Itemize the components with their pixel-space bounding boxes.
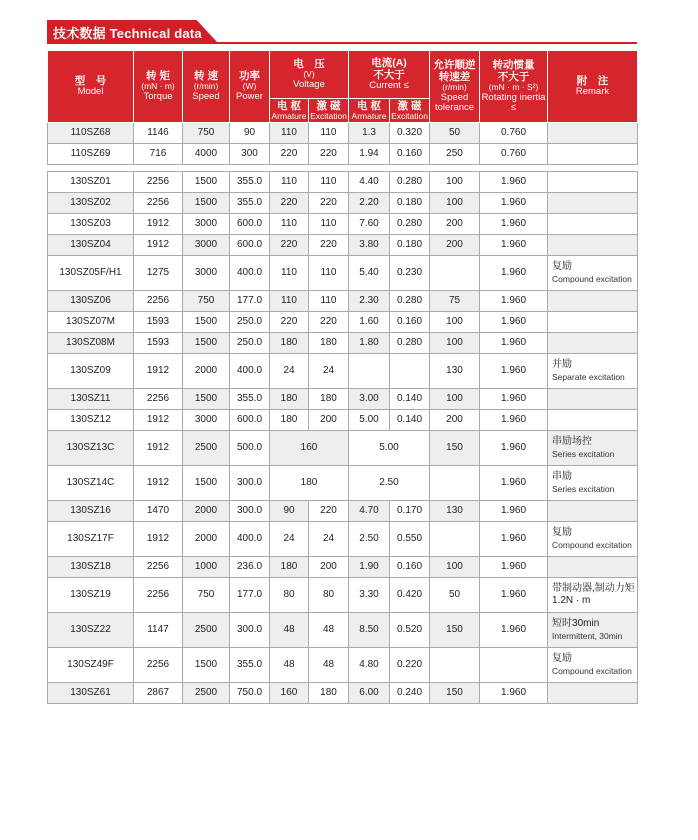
cell-torque: 716: [134, 144, 183, 165]
cell-remark: [548, 557, 638, 578]
cell-torque: 1912: [134, 466, 183, 501]
cell-power: 300.0: [230, 466, 270, 501]
cell-torque: 2256: [134, 557, 183, 578]
cell-current-armature: 1.80: [349, 333, 390, 354]
cell-voltage-excitation: 110: [309, 256, 349, 291]
cell-current-excitation: 0.550: [390, 522, 430, 557]
cell-inertia: 1.960: [480, 501, 548, 522]
cell-current-excitation: 0.280: [390, 172, 430, 193]
cell-speed-tolerance: 250: [430, 144, 480, 165]
cell-speed-tolerance: [430, 466, 480, 501]
cell-voltage-armature: 180: [270, 389, 309, 410]
cell-torque: 2867: [134, 683, 183, 704]
cell-current-armature: 1.94: [349, 144, 390, 165]
cell-speed-tolerance: 100: [430, 557, 480, 578]
remark-en: Intermittent, 30min: [552, 630, 623, 641]
cell-voltage-armature: 110: [270, 123, 309, 144]
header-model: 型 号 Model: [48, 51, 134, 123]
table-row: [48, 557, 638, 578]
cell-voltage-excitation: 110: [309, 214, 349, 235]
cell-remark: [548, 389, 638, 410]
cell-model: 130SZ04: [48, 235, 134, 256]
cell-torque: 2256: [134, 193, 183, 214]
cell-power: 177.0: [230, 291, 270, 312]
cell-voltage-excitation: 220: [309, 312, 349, 333]
cell-remark: [548, 354, 638, 389]
table-row: [48, 522, 638, 557]
cell-model: 130SZ22: [48, 613, 134, 648]
cell-inertia: 1.960: [480, 683, 548, 704]
cell-current-armature: 3.80: [349, 235, 390, 256]
cell-model: 130SZ49F: [48, 648, 134, 683]
cell-current-merged: 2.50: [349, 466, 430, 501]
cell-power: 250.0: [230, 333, 270, 354]
cell-current-excitation: 0.220: [390, 648, 430, 683]
cell-inertia: 1.960: [480, 172, 548, 193]
table-row: [48, 291, 638, 312]
table-row: [48, 501, 638, 522]
cell-speed-tolerance: 75: [430, 291, 480, 312]
cell-current-excitation: 0.170: [390, 501, 430, 522]
cell-model: 130SZ11: [48, 389, 134, 410]
cell-model: 130SZ02: [48, 193, 134, 214]
cell-inertia: 1.960: [480, 312, 548, 333]
cell-model: 130SZ05F/H1: [48, 256, 134, 291]
cell-power: 355.0: [230, 193, 270, 214]
table-row: [48, 613, 638, 648]
table-row: [48, 172, 638, 193]
remark-en: Compound excitation: [552, 539, 632, 550]
cell-voltage-armature: 220: [270, 144, 309, 165]
cell-torque: 1593: [134, 312, 183, 333]
table-row: [48, 193, 638, 214]
cell-speed: 3000: [183, 214, 230, 235]
cell-power: 355.0: [230, 389, 270, 410]
remark-en: Series excitation: [552, 483, 615, 494]
cell-speed-tolerance: 100: [430, 389, 480, 410]
cell-speed-tolerance: 200: [430, 214, 480, 235]
cell-voltage-excitation: 110: [309, 123, 349, 144]
header-torque: 转 矩 (mN · m) Torque: [134, 51, 183, 123]
table-row: [48, 235, 638, 256]
cell-torque: 1912: [134, 410, 183, 431]
cell-voltage-excitation: 24: [309, 354, 349, 389]
cell-voltage-armature: 180: [270, 410, 309, 431]
header-current: 电流(A) 不大于 Current ≤: [349, 51, 430, 99]
cell-inertia: 1.960: [480, 291, 548, 312]
cell-current-excitation: 0.320: [390, 123, 430, 144]
remark-zh: 串励: [552, 471, 573, 483]
cell-current-armature: 4.40: [349, 172, 390, 193]
cell-voltage-excitation: 180: [309, 389, 349, 410]
cell-torque: 2256: [134, 389, 183, 410]
cell-voltage-armature: 220: [270, 235, 309, 256]
cell-voltage-excitation: 220: [309, 193, 349, 214]
cell-current-armature: 2.20: [349, 193, 390, 214]
cell-inertia: 1.960: [480, 466, 548, 501]
table-row: [48, 354, 638, 389]
header-remark: 附 注 Remark: [548, 51, 638, 123]
cell-remark: [548, 333, 638, 354]
cell-voltage-excitation: 200: [309, 410, 349, 431]
section-title: 技术数据 Technical data: [53, 26, 202, 41]
cell-current-excitation: 0.520: [390, 613, 430, 648]
cell-power: 600.0: [230, 410, 270, 431]
cell-voltage-merged: 160: [270, 431, 349, 466]
cell-torque: 1912: [134, 431, 183, 466]
cell-speed-tolerance: 150: [430, 431, 480, 466]
cell-power: 250.0: [230, 312, 270, 333]
cell-speed: 750: [183, 578, 230, 613]
cell-speed-tolerance: 100: [430, 333, 480, 354]
remark-en: Separate excitation: [552, 371, 625, 382]
cell-model: 110SZ69: [48, 144, 134, 165]
cell-torque: 1275: [134, 256, 183, 291]
cell-power: 355.0: [230, 172, 270, 193]
cell-speed-tolerance: 150: [430, 683, 480, 704]
cell-inertia: 1.960: [480, 522, 548, 557]
cell-voltage-excitation: 200: [309, 557, 349, 578]
table-row: [48, 410, 638, 431]
cell-power: 90: [230, 123, 270, 144]
cell-current-armature: 1.3: [349, 123, 390, 144]
cell-power: 600.0: [230, 235, 270, 256]
cell-speed-tolerance: 130: [430, 354, 480, 389]
table-row: [48, 431, 638, 466]
cell-speed: 3000: [183, 410, 230, 431]
cell-speed-tolerance: 200: [430, 410, 480, 431]
cell-speed: 1500: [183, 389, 230, 410]
section-title-bar: [47, 20, 637, 44]
cell-voltage-armature: 24: [270, 354, 309, 389]
cell-model: 130SZ08M: [48, 333, 134, 354]
cell-current-excitation: 0.180: [390, 235, 430, 256]
cell-speed: 1500: [183, 172, 230, 193]
table-row: [48, 648, 638, 683]
cell-current-armature: 3.00: [349, 389, 390, 410]
cell-inertia: 1.960: [480, 557, 548, 578]
cell-inertia: 0.760: [480, 144, 548, 165]
cell-inertia: 1.960: [480, 578, 548, 613]
cell-current-excitation: 0.140: [390, 389, 430, 410]
cell-current-armature: 2.50: [349, 522, 390, 557]
cell-voltage-excitation: 180: [309, 333, 349, 354]
cell-model: 130SZ14C: [48, 466, 134, 501]
cell-model: 130SZ06: [48, 291, 134, 312]
cell-remark: [548, 291, 638, 312]
cell-voltage-excitation: 180: [309, 683, 349, 704]
cell-remark: [548, 144, 638, 165]
cell-remark: [548, 235, 638, 256]
cell-model: 130SZ18: [48, 557, 134, 578]
table-row: [48, 312, 638, 333]
header-voltage-excitation: 激 磁 Excitation: [310, 99, 347, 121]
cell-remark: [548, 578, 638, 613]
cell-torque: 2256: [134, 578, 183, 613]
cell-speed-tolerance: [430, 648, 480, 683]
header-current-armature: 电 枢 Armature: [349, 99, 390, 123]
cell-torque: 1912: [134, 214, 183, 235]
group-separator: [48, 165, 638, 172]
table-row: [48, 144, 638, 165]
cell-voltage-excitation: 110: [309, 172, 349, 193]
cell-current-armature: 4.70: [349, 501, 390, 522]
remark-zh: 复励: [552, 261, 573, 273]
cell-remark: [548, 501, 638, 522]
cell-remark: [548, 214, 638, 235]
cell-remark: [548, 648, 638, 683]
cell-power: 750.0: [230, 683, 270, 704]
cell-power: 355.0: [230, 648, 270, 683]
cell-remark: [548, 172, 638, 193]
cell-current-armature: 3.30: [349, 578, 390, 613]
cell-speed: 1500: [183, 312, 230, 333]
table-row: [48, 256, 638, 291]
cell-current-excitation: 0.280: [390, 291, 430, 312]
cell-remark: [548, 123, 638, 144]
cell-inertia: 1.960: [480, 354, 548, 389]
cell-current-armature: 8.50: [349, 613, 390, 648]
cell-model: 130SZ01: [48, 172, 134, 193]
cell-voltage-armature: 220: [270, 193, 309, 214]
cell-current-excitation: 0.420: [390, 578, 430, 613]
table-row: [48, 466, 638, 501]
cell-voltage-excitation: 220: [309, 501, 349, 522]
cell-power: 300.0: [230, 613, 270, 648]
cell-model: 130SZ16: [48, 501, 134, 522]
cell-inertia: 1.960: [480, 410, 548, 431]
cell-current-excitation: 0.230: [390, 256, 430, 291]
cell-voltage-excitation: 220: [309, 235, 349, 256]
cell-current-excitation: 0.160: [390, 144, 430, 165]
cell-inertia: 1.960: [480, 214, 548, 235]
cell-model: 130SZ12: [48, 410, 134, 431]
cell-voltage-armature: 90: [270, 501, 309, 522]
cell-inertia: 1.960: [480, 613, 548, 648]
group-separator-cell: [48, 165, 638, 172]
cell-torque: 1593: [134, 333, 183, 354]
remark-en: Series excitation: [552, 448, 615, 459]
cell-power: 500.0: [230, 431, 270, 466]
header-inertia: 转动惯量 不大于 (mN · m · S²) Rotating inertia ≤: [480, 51, 548, 123]
remark-zh: 带制动器,制动力矩1.2N · m: [552, 582, 635, 606]
cell-current-excitation: [390, 354, 430, 389]
cell-voltage-armature: 80: [270, 578, 309, 613]
cell-inertia: 1.960: [480, 431, 548, 466]
cell-current-armature: 4.80: [349, 648, 390, 683]
header-current-excitation: 激 磁 Excitation: [391, 99, 428, 121]
remark-en: Compound excitation: [552, 665, 632, 676]
cell-model: 130SZ03: [48, 214, 134, 235]
table-row: [48, 214, 638, 235]
cell-remark: [548, 522, 638, 557]
header-voltage-armature: 电 枢 Armature: [270, 99, 309, 123]
cell-power: 400.0: [230, 522, 270, 557]
cell-speed: 2500: [183, 431, 230, 466]
cell-current-armature: 5.00: [349, 410, 390, 431]
cell-speed: 3000: [183, 235, 230, 256]
cell-current-excitation: 0.160: [390, 557, 430, 578]
cell-power: 400.0: [230, 354, 270, 389]
table-body: [48, 123, 638, 704]
cell-voltage-armature: 180: [270, 557, 309, 578]
cell-torque: 2256: [134, 172, 183, 193]
cell-current-armature: 5.40: [349, 256, 390, 291]
cell-speed: 1500: [183, 333, 230, 354]
remark-zh: 复励: [552, 653, 573, 665]
cell-speed-tolerance: 200: [430, 235, 480, 256]
cell-voltage-excitation: 110: [309, 291, 349, 312]
cell-speed-tolerance: 130: [430, 501, 480, 522]
cell-speed: 4000: [183, 144, 230, 165]
cell-power: 400.0: [230, 256, 270, 291]
cell-voltage-armature: 110: [270, 214, 309, 235]
cell-model: 130SZ19: [48, 578, 134, 613]
cell-torque: 1470: [134, 501, 183, 522]
cell-current-excitation: 0.280: [390, 333, 430, 354]
table-row: [48, 333, 638, 354]
cell-model: 130SZ07M: [48, 312, 134, 333]
cell-model: 130SZ13C: [48, 431, 134, 466]
cell-remark: [548, 431, 638, 466]
cell-voltage-armature: 160: [270, 683, 309, 704]
cell-inertia: 1.960: [480, 389, 548, 410]
cell-voltage-armature: 48: [270, 613, 309, 648]
cell-voltage-merged: 180: [270, 466, 349, 501]
cell-speed: 750: [183, 291, 230, 312]
cell-model: 110SZ68: [48, 123, 134, 144]
cell-speed-tolerance: 100: [430, 312, 480, 333]
cell-inertia: 0.760: [480, 123, 548, 144]
cell-speed-tolerance: 100: [430, 172, 480, 193]
cell-current-armature: 1.90: [349, 557, 390, 578]
cell-voltage-excitation: 80: [309, 578, 349, 613]
cell-torque: 1147: [134, 613, 183, 648]
table-row: [48, 389, 638, 410]
cell-speed: 1500: [183, 466, 230, 501]
cell-speed: 750: [183, 123, 230, 144]
cell-model: 130SZ09: [48, 354, 134, 389]
cell-remark: [548, 312, 638, 333]
cell-inertia: 1.960: [480, 235, 548, 256]
title-underline: [47, 42, 637, 44]
cell-speed: 3000: [183, 256, 230, 291]
cell-model: 130SZ61: [48, 683, 134, 704]
cell-torque: 1146: [134, 123, 183, 144]
cell-power: 300: [230, 144, 270, 165]
cell-current-armature: 1.60: [349, 312, 390, 333]
cell-speed-tolerance: 50: [430, 123, 480, 144]
table-row: [48, 123, 638, 144]
cell-voltage-armature: 48: [270, 648, 309, 683]
cell-speed: 2500: [183, 683, 230, 704]
cell-inertia: [480, 648, 548, 683]
cell-voltage-armature: 110: [270, 172, 309, 193]
cell-remark: [548, 466, 638, 501]
cell-voltage-armature: 180: [270, 333, 309, 354]
cell-torque: 1912: [134, 354, 183, 389]
cell-power: 177.0: [230, 578, 270, 613]
cell-speed: 2000: [183, 501, 230, 522]
cell-current-armature: 2.30: [349, 291, 390, 312]
cell-model: 130SZ17F: [48, 522, 134, 557]
cell-current-armature: 7.60: [349, 214, 390, 235]
cell-remark: [548, 683, 638, 704]
header-power: 功率 (W) Power: [230, 51, 270, 123]
cell-current-armature: 6.00: [349, 683, 390, 704]
cell-inertia: 1.960: [480, 333, 548, 354]
cell-remark: [548, 613, 638, 648]
cell-current-excitation: 0.160: [390, 312, 430, 333]
cell-voltage-armature: 110: [270, 256, 309, 291]
cell-speed-tolerance: 150: [430, 613, 480, 648]
cell-current-excitation: 0.280: [390, 214, 430, 235]
cell-torque: 2256: [134, 648, 183, 683]
cell-remark: [548, 410, 638, 431]
cell-power: 600.0: [230, 214, 270, 235]
cell-voltage-armature: 110: [270, 291, 309, 312]
header-speed: 转 速 (r/min) Speed: [183, 51, 230, 123]
cell-speed: 2500: [183, 613, 230, 648]
cell-voltage-excitation: 48: [309, 648, 349, 683]
table-row: [48, 578, 638, 613]
cell-speed: 1500: [183, 193, 230, 214]
cell-voltage-excitation: 24: [309, 522, 349, 557]
remark-zh: 复励: [552, 527, 573, 539]
cell-speed-tolerance: [430, 522, 480, 557]
header-voltage: 电 压 (V) Voltage: [270, 51, 349, 99]
cell-voltage-excitation: 220: [309, 144, 349, 165]
cell-torque: 1912: [134, 235, 183, 256]
cell-voltage-armature: 220: [270, 312, 309, 333]
cell-speed: 1500: [183, 648, 230, 683]
cell-current-excitation: 0.140: [390, 410, 430, 431]
table-row: [48, 683, 638, 704]
cell-remark: [548, 256, 638, 291]
remark-en: Compound excitation: [552, 273, 632, 284]
cell-speed: 2000: [183, 522, 230, 557]
cell-speed-tolerance: 50: [430, 578, 480, 613]
cell-speed: 2000: [183, 354, 230, 389]
cell-power: 300.0: [230, 501, 270, 522]
cell-speed-tolerance: 100: [430, 193, 480, 214]
header-speed-tolerance: 允许顺逆 转速差 (r/min) Speed tolerance: [430, 51, 480, 123]
cell-current-excitation: 0.240: [390, 683, 430, 704]
remark-zh: 并励: [552, 359, 573, 371]
cell-torque: 1912: [134, 522, 183, 557]
technical-data-table: [47, 50, 638, 704]
remark-zh: 串励场控: [552, 436, 593, 448]
cell-speed: 1000: [183, 557, 230, 578]
cell-voltage-armature: 24: [270, 522, 309, 557]
cell-inertia: 1.960: [480, 193, 548, 214]
cell-remark: [548, 193, 638, 214]
cell-current-merged: 5.00: [349, 431, 430, 466]
cell-speed-tolerance: [430, 256, 480, 291]
cell-power: 236.0: [230, 557, 270, 578]
remark-zh: 短时30min: [552, 618, 600, 630]
cell-current-armature: [349, 354, 390, 389]
cell-inertia: 1.960: [480, 256, 548, 291]
cell-torque: 2256: [134, 291, 183, 312]
cell-current-excitation: 0.180: [390, 193, 430, 214]
cell-voltage-excitation: 48: [309, 613, 349, 648]
